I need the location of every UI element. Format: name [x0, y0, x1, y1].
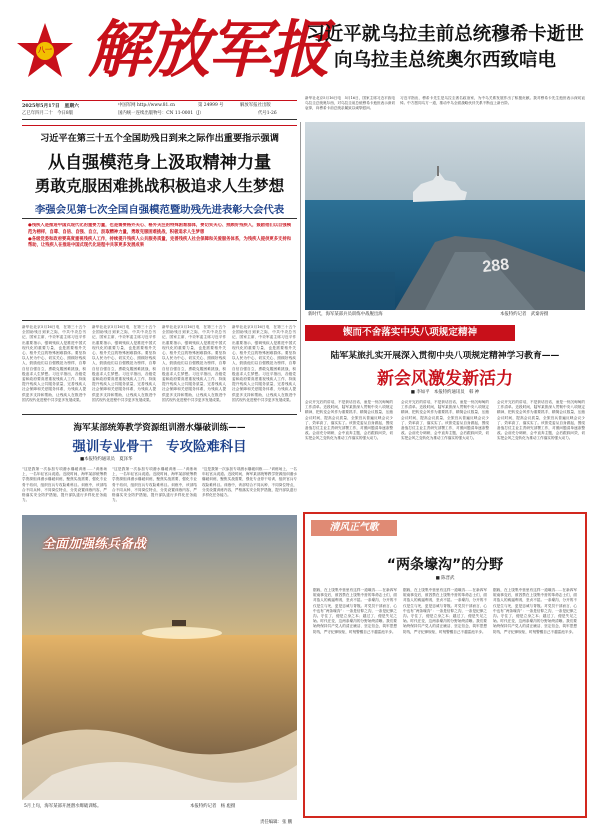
training-photo	[22, 515, 297, 800]
right-headline-2: 新会风激发新活力	[377, 369, 513, 389]
lead-summary: ●残疾人是推进中国式现代化的重要力量，也是需要格外关心、格外关注的特殊困难群体，要切实关心、照顾好残疾人，鼓励他们以自强模范为榜样，自尊、自信、自强、自立，汲取精神力量，勇敢克服困难挑战，积极追求人生梦想 ●各级党委和政府要高度重视残疾人工作，持续提升残疾人公共服务质量，完善残疾人社会保障和关爱服务体系，为残疾人提供更多支持和帮助，让残疾人在推进中国式现代化进程中共享更多发展成果	[28, 223, 291, 249]
right-body-col2: 会议开完后的讲话，不是套话官话，而是一份沉甸甸的工作清单。近段时间，陆军某旅深入贯彻中央八项规定精神，把转变会风作为重要抓手，精简会议数量，压缩会议时间，提高会议质量，全旅官兵普遍反映会议少了、效率高了、落实实了。该旅党委从自身做起，围绕备战打仗主业主责研究部署工作，对照问题清单逐条整改。会前充分调研，会中直奔主题，会后跟踪问效，切实把会风之变转化为推动工作落实的强大动力。	[401, 400, 489, 441]
column-body-col2: 据载，在上饶集中营里有这样一道壕沟……在新四军皖南事变后，被囚禁在上饶集中营的革命志士们，面对敌人的威逼利诱，坚贞不屈。一条壕沟，分开的不仅是生与死，更是忠诚与背叛。对党员干部而言，心中也有“两条壕沟”：一条是信仰之沟，一条是纪律之沟。守住了，便是立身之本；越过了，便是失足之始。时代在变，这两条壕沟的分野始终清晰。我们要始终保持共产党人的清正廉洁、坚定信念，筑牢思想防线，严守纪律规矩，时刻警醒自己不越雷池半步。	[403, 588, 487, 634]
emblem-text: 八一	[38, 45, 52, 54]
dateline-cn: 国内统一连续出版物号：CN 11-0001（J）	[118, 111, 204, 116]
lead-headline-2: 勇敢克服困难挑战积极追求人生梦想	[34, 177, 285, 195]
panel-title: 全面加强练兵备战	[42, 537, 147, 552]
dateline-lunar: 乙巳年四月二十 今日8版	[22, 111, 74, 116]
column-body-col3: 据载，在上饶集中营里有这样一道壕沟……在新四军皖南事变后，被囚禁在上饶集中营的革命志士们，面对敌人的威逼利诱，坚贞不屈。一条壕沟，分开的不仅是生与死，更是忠诚与背叛。对党员干部而言，心中也有“两条壕沟”：一条是信仰之沟，一条是纪律之沟。守住了，便是立身之本；越过了，便是失足之始。时代在变，这两条壕沟的分野始终清晰。我们要始终保持共产党人的清正廉洁、坚定信念，筑牢思想防线，严守纪律规矩，时刻警醒自己不越雷池半步。	[493, 588, 577, 634]
lower-byline: ■本报特约通讯员 夏泽华	[80, 457, 133, 462]
right-byline: ■ 李如平 本报特约通讯员 韩 神	[410, 390, 480, 395]
lower-body-col2: "这是我第一次参加专项潜水爆破训练……"训练场上，一名年轻官兵说道。近段时间，海军某部统筹教学资源组训潜水爆破训练，聚焦实战需要，强化专业骨干培训，组织官兵专攻险难科目。训练中，该部结合不同兵种、不同岗位特点，分类设置训练内容，严格落实安全防护措施，提升部队遂行多样化任务能力。	[112, 467, 197, 503]
lower-headline-2: 强训专业骨干 专攻险难科目	[72, 440, 247, 455]
lead-body-col3: 新华社北京5月16日电 在第三十五个全国助残日到来之际，中共中央总书记、国家主席、中央军委主席习近平作出重要指示，强调残疾人是推进中国式现代化的重要力量，也是需要格外关心、格外关注的特殊困难群体。要坚持以人民为中心，切实关心、照顾好残疾人，鼓励他们以自强模范为榜样，自尊自信自强自立，勇敢克服困难挑战，积极追求人生梦想。习近平指出，各级党委和政府要高度重视残疾人工作，持续提升残疾人公共服务质量，完善残疾人社会保障和关爱服务体系，为残疾人提供更多支持和帮助，让残疾人在推进中国式现代化进程中共享更多发展成果。	[162, 325, 226, 402]
lead-body-col1: 新华社北京5月16日电 在第三十五个全国助残日到来之际，中共中央总书记、国家主席、中央军委主席习近平作出重要指示，强调残疾人是推进中国式现代化的重要力量，也是需要格外关心、格外关注的特殊困难群体。要坚持以人民为中心，切实关心、照顾好残疾人，鼓励他们以自强模范为榜样，自尊自信自强自立，勇敢克服困难挑战，积极追求人生梦想。习近平指出，各级党委和政府要高度重视残疾人工作，持续提升残疾人公共服务质量，完善残疾人社会保障和关爱服务体系，为残疾人提供更多支持和帮助，让残疾人在推进中国式现代化进程中共享更多发展成果。	[22, 325, 86, 402]
lead-body-col4: 新华社北京5月16日电 在第三十五个全国助残日到来之际，中共中央总书记、国家主席、中央军委主席习近平作出重要指示，强调残疾人是推进中国式现代化的重要力量，也是需要格外关心、格外关注的特殊困难群体。要坚持以人民为中心，切实关心、照顾好残疾人，鼓励他们以自强模范为榜样，自尊自信自强自立，勇敢克服困难挑战，积极追求人生梦想。习近平指出，各级党委和政府要高度重视残疾人工作，持续提升残疾人公共服务质量，完善残疾人社会保障和关爱服务体系，为残疾人提供更多支持和帮助，让残疾人在推进中国式现代化进程中共享更多发展成果。	[232, 325, 296, 402]
ship-photo	[305, 122, 585, 310]
dateline-publisher: 解放军报社出版	[240, 103, 271, 108]
panel-caption: 5月上旬，海军某部开展潜水爆破训练。	[24, 804, 102, 809]
dateline-issue: 第 24999 号	[198, 103, 224, 108]
masthead-title: 解放军报	[88, 13, 329, 86]
right-body-col3: 会议开完后的讲话，不是套话官话，而是一份沉甸甸的工作清单。近段时间，陆军某旅深入贯彻中央八项规定精神，把转变会风作为重要抓手，精简会议数量，压缩会议时间，提高会议质量，全旅官兵普遍反映会议少了、效率高了、落实实了。该旅党委从自身做起，围绕备战打仗主业主责研究部署工作，对照问题清单逐条整改。会前充分调研，会中直奔主题，会后跟踪问效，切实把会风之变转化为推动工作落实的强大动力。	[497, 400, 585, 441]
masthead	[8, 10, 329, 90]
lower-headline-1: 海军某部统筹教学资源组训潜水爆破训练——	[73, 423, 246, 433]
lower-body-col3: "这是我第一次参加专项潜水爆破训练……"训练场上，一名年轻官兵说道。近段时间，海军某部统筹教学资源组训潜水爆破训练，聚焦实战需要，强化专业骨干培训，组织官兵专攻险难科目。训练中，该部结合不同兵种、不同岗位特点，分类设置训练内容，严格落实安全防护措施，提升部队遂行多样化任务能力。	[202, 467, 297, 498]
editor-credit: 责任编辑：张 鹏	[260, 820, 293, 825]
banner-text: 锲而不舍落实中央八项规定精神	[342, 327, 478, 338]
photo-caption: 新时代，海军某部兵员训练中战舰出海	[308, 312, 383, 317]
top-story-headline: 习近平就乌拉圭前总统穆希卡逝世 向乌拉圭总统奥尔西致唁电	[306, 24, 584, 71]
photo-credit: 本报特约记者 武秦涛摄	[500, 312, 549, 317]
panel-credit: 本报特约记者 杨 彪摄	[190, 804, 236, 809]
right-headline-1: 陆军某旅扎实开展深入贯彻中央八项规定精神学习教育——	[330, 351, 560, 361]
dateline-date: 2025年5月17日 星期六	[22, 103, 79, 109]
top-story-body: 习近平指出，穆希卡先生是乌拉圭著名政治家，为中乌关系发展作出了积极贡献。我对穆希卡先生逝世表示深切哀悼。中方愿同乌方一道，推动中乌全面战略伙伴关系不断迈上新台阶。	[400, 96, 585, 106]
lower-body-col1: "这是我第一次参加专项潜水爆破训练……"训练场上，一名年轻官兵说道。近段时间，海军某部统筹教学资源组训潜水爆破训练，聚焦实战需要，强化专业骨干培训，组织官兵专攻险难科目。训练中，该部结合不同兵种、不同岗位特点，分类设置训练内容，严格落实安全防护措施，提升部队遂行多样化任务能力。	[22, 467, 107, 503]
column-tag	[311, 520, 397, 536]
column-body-col1: 据载，在上饶集中营里有这样一道壕沟……在新四军皖南事变后，被囚禁在上饶集中营的革命志士们，面对敌人的威逼利诱，坚贞不屈。一条壕沟，分开的不仅是生与死，更是忠诚与背叛。对党员干部而言，心中也有“两条壕沟”：一条是信仰之沟，一条是纪律之沟。守住了，便是立身之本；越过了，便是失足之始。时代在变，这两条壕沟的分野始终清晰。我们要始终保持共产党人的清正廉洁、坚定信念，筑牢思想防线，严守纪律规矩，时刻警醒自己不越雷池半步。	[313, 588, 397, 634]
column-title: “两条壕沟”的分野	[386, 557, 504, 573]
lead-kicker: 习近平在第三十五个全国助残日到来之际作出重要指示强调	[40, 133, 279, 144]
column-box	[303, 512, 587, 818]
lead-headline-1: 从自强模范身上汲取精神力量	[47, 153, 272, 173]
right-body-col1: 会议开完后的讲话，不是套话官话，而是一份沉甸甸的工作清单。近段时间，陆军某旅深入贯彻中央八项规定精神，把转变会风作为重要抓手，精简会议数量，压缩会议时间，提高会议质量，全旅官兵普遍反映会议少了、效率高了、落实实了。该旅党委从自身做起，围绕备战打仗主业主责研究部署工作，对照问题清单逐条整改。会前充分调研，会中直奔主题，会后跟踪问效，切实把会风之变转化为推动工作落实的强大动力。	[305, 400, 393, 441]
lead-body-col2: 新华社北京5月16日电 在第三十五个全国助残日到来之际，中共中央总书记、国家主席、中央军委主席习近平作出重要指示，强调残疾人是推进中国式现代化的重要力量，也是需要格外关心、格外关注的特殊困难群体。要坚持以人民为中心，切实关心、照顾好残疾人，鼓励他们以自强模范为榜样，自尊自信自强自立，勇敢克服困难挑战，积极追求人生梦想。习近平指出，各级党委和政府要高度重视残疾人工作，持续提升残疾人公共服务质量，完善残疾人社会保障和关爱服务体系，为残疾人提供更多支持和帮助，让残疾人在推进中国式现代化进程中共享更多发展成果。	[92, 325, 156, 402]
svg-text:288: 288	[481, 256, 510, 276]
top-story-lead: 新华社北京5月16日电 5月16日，国家主席习近平致电乌拉圭总统奥尔西，对乌拉圭前总统穆希卡逝世表示深切哀悼，向穆希卡前总统亲属致以诚挚慰问。	[305, 96, 395, 111]
column-author: ■ 陈晋武	[435, 576, 455, 581]
party-emblem	[14, 20, 76, 82]
lead-subhead: 李强会见第七次全国自强模范暨助残先进表彰大会代表	[34, 204, 285, 216]
column-tag-text: 清风正气歌	[329, 522, 379, 533]
discipline-banner	[305, 325, 515, 341]
dateline-code: 代号1-26	[258, 111, 277, 116]
dateline-site: 中国军网 http://www.81.cn	[118, 103, 175, 108]
